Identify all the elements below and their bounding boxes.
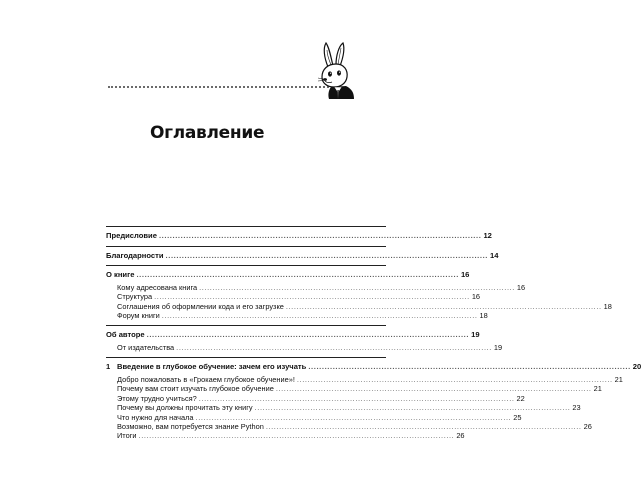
toc-subentry[interactable] <box>106 403 581 413</box>
dot-leader: ....................................................................................................................... <box>161 311 478 320</box>
dot-leader: ....................................................................................................................... <box>158 231 482 240</box>
toc-entry-label: Предисловие <box>106 231 157 240</box>
toc-subentry-page: 16 <box>516 282 526 292</box>
toc-subentry[interactable] <box>106 301 612 311</box>
toc-subentry-label: Структура <box>117 292 153 302</box>
toc-subentry[interactable] <box>106 375 623 384</box>
toc-subentry-page: 21 <box>614 375 623 384</box>
toc-entry-acknowledgements[interactable] <box>106 246 499 266</box>
header-dotted-rule <box>108 86 340 88</box>
toc-subentry-page: 16 <box>471 292 481 302</box>
dot-leader: ....................................................................................................................... <box>285 301 602 311</box>
dot-leader: ....................................................................................................................... <box>165 250 488 260</box>
toc-entry-page: 16 <box>460 270 470 280</box>
toc-subentry-label: Итоги <box>117 431 137 441</box>
toc-subentry-label: Почему вы должны прочитать эту книгу <box>117 403 253 413</box>
toc-subentry-label: Форум книги <box>117 311 160 320</box>
toc-subentry[interactable] <box>106 384 602 394</box>
toc-subentry-page: 21 <box>593 384 602 394</box>
toc-subentry-page: 22 <box>516 393 525 403</box>
toc-entry-page: 19 <box>471 330 480 340</box>
toc-subentry-label: Почему вам стоит изучать глубокое обучение <box>117 384 274 394</box>
dot-leader: ....................................................................................................................... <box>176 343 492 352</box>
dot-leader: ....................................................................................................................... <box>198 393 515 403</box>
toc-subentry[interactable] <box>106 311 488 320</box>
toc-subentry-label: Добро пожаловать в «Грокаем глубокое обучение»! <box>117 375 295 384</box>
toc-subentry-label: Кому адресована книга <box>117 282 198 292</box>
page-title: Оглавление <box>150 123 265 143</box>
dot-leader: ....................................................................................................................... <box>154 292 470 302</box>
dot-leader: ....................................................................................................................... <box>136 270 459 280</box>
toc-subentry[interactable] <box>106 393 525 403</box>
toc-subentry-page: 18 <box>479 311 488 320</box>
toc-subentry-label: Соглашения об оформлении кода и его загрузке <box>117 301 284 311</box>
toc-subentry-page: 26 <box>456 431 465 441</box>
table-of-contents <box>106 226 641 446</box>
toc-subentry-label: От издательства <box>117 343 175 352</box>
toc-entry-label: Об авторе <box>106 330 145 340</box>
dot-leader: ....................................................................................................................... <box>308 362 631 372</box>
rabbit-mascot-icon <box>314 41 362 99</box>
chapter-number: 1 <box>106 362 111 372</box>
dot-leader: ....................................................................................................................... <box>146 330 470 340</box>
toc-entry-preface[interactable] <box>106 226 492 246</box>
dot-leader: ....................................................................................................................... <box>138 431 455 441</box>
toc-subentry[interactable] <box>106 412 522 422</box>
toc-entry-label: О книге <box>106 270 135 280</box>
dot-leader: ....................................................................................................................... <box>265 422 582 432</box>
toc-entry-about-book[interactable] <box>106 265 612 325</box>
dot-leader: ....................................................................................................................... <box>199 282 515 292</box>
toc-entry-about-author[interactable] <box>106 325 503 357</box>
toc-subentry-page: 26 <box>583 422 592 432</box>
toc-subentry-label: Что нужно для начала <box>117 412 194 422</box>
chapter-title: Введение в глубокое обучение: зачем его изучать <box>117 362 307 372</box>
dot-leader: ....................................................................................................................... <box>195 412 512 422</box>
toc-subentry-page: 18 <box>603 301 612 311</box>
toc-subentry[interactable] <box>106 282 526 292</box>
toc-subentry[interactable] <box>106 343 503 352</box>
toc-entry-page: 12 <box>483 231 492 240</box>
toc-subentry-page: 25 <box>513 412 522 422</box>
toc-chapter-1[interactable] <box>106 357 641 445</box>
toc-entry-page: 14 <box>490 250 499 260</box>
toc-subentry-page: 23 <box>572 403 581 413</box>
toc-subentry-label: Этому трудно учиться? <box>117 393 197 403</box>
dot-leader: ....................................................................................................................... <box>296 375 613 384</box>
toc-subentry[interactable] <box>106 422 592 432</box>
toc-subentry[interactable] <box>106 431 465 441</box>
toc-entry-label: Благодарности <box>106 250 164 260</box>
toc-entry-page: 20 <box>632 362 641 372</box>
toc-subentry-page: 19 <box>493 343 503 352</box>
dot-leader: ....................................................................................................................... <box>275 384 592 394</box>
dot-leader: ....................................................................................................................... <box>254 403 571 413</box>
toc-subentry-label: Возможно, вам потребуется знание Python <box>117 422 264 432</box>
toc-subentry[interactable] <box>106 292 481 302</box>
toc-chapter-label <box>106 362 306 372</box>
